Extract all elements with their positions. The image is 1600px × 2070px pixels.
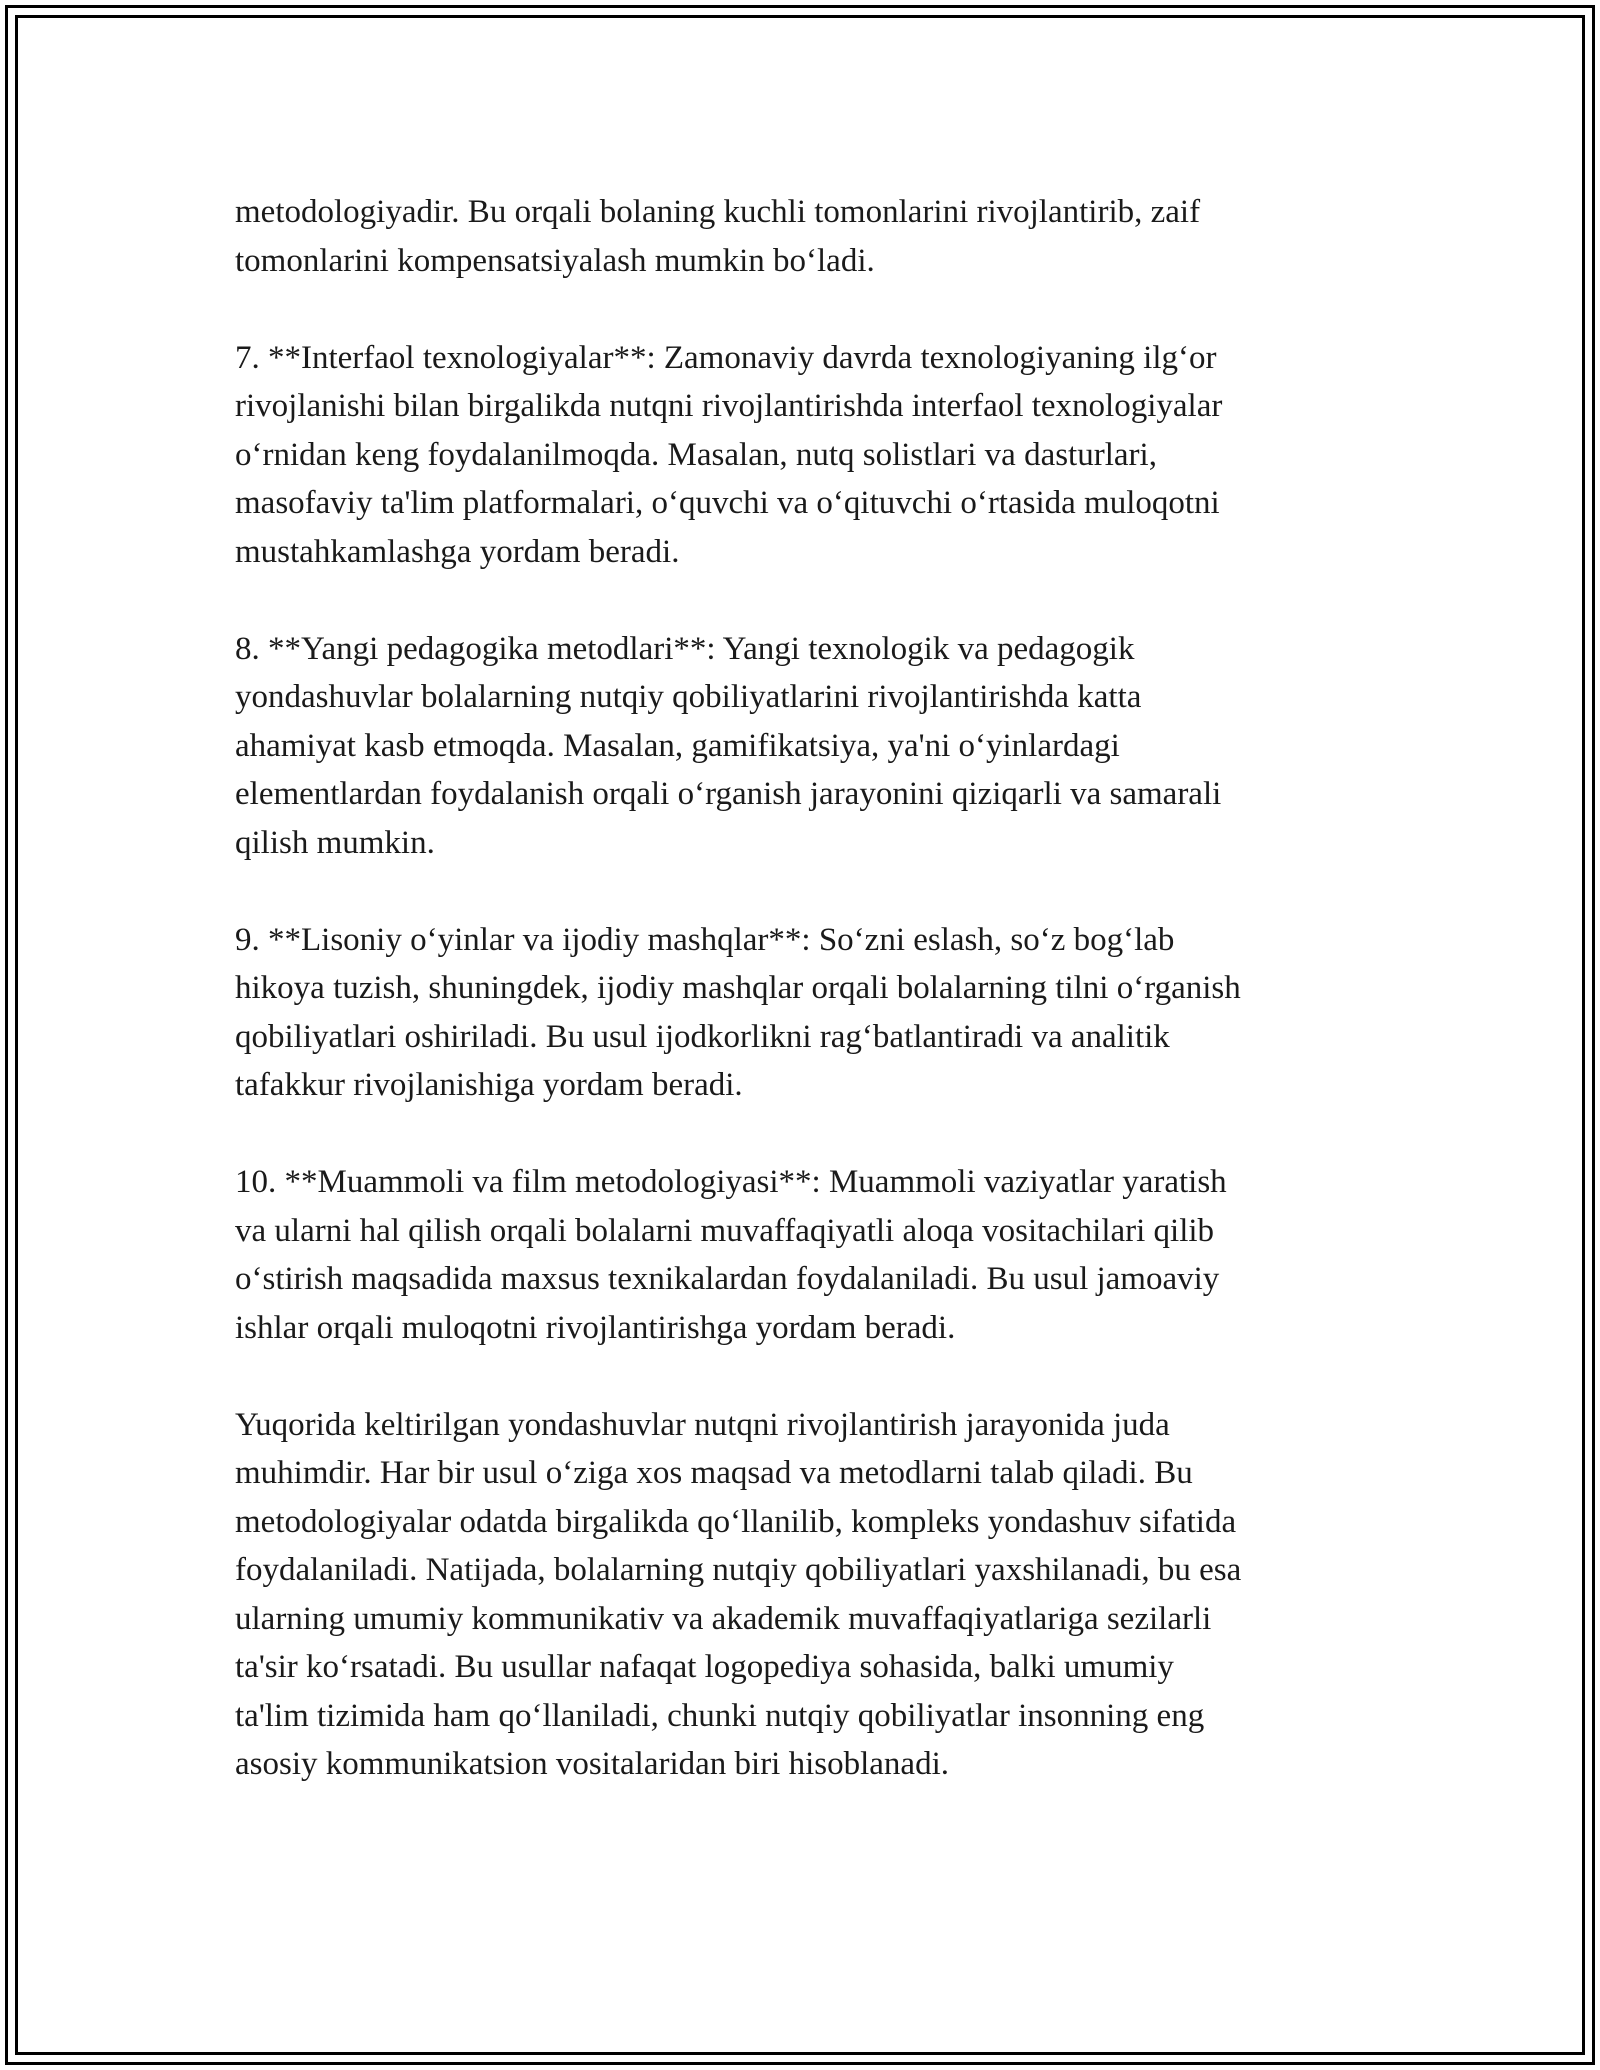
paragraph-item-7: 7. **Interfaol texnologiyalar**: Zamonaviy davrda texnologiyaning ilg‘or rivojlanishi bilan birgalikda nutqni rivojlantirishda interfaol texnologiyalar o‘rnidan keng foydalanilmoqda. Masalan, nutq solistlari va dasturlari, masofaviy ta'lim platformalari, o‘quvchi va o‘qituvchi o‘rtasida muloqotni mustahkamlashga yordam beradi.: [235, 339, 1223, 570]
paragraph-item-10: 10. **Muammoli va film metodologiyasi**: Muammoli vaziyatlar yaratish va ularni hal qilish orqali bolalarni muvaffaqiyatli aloqa vositachilari qilib o‘stirish maqsadida maxsus texnikalardan foydalaniladi. Bu usul jamoaviy ishlar orqali muloqotni rivojlantirishga yordam beradi.: [235, 1164, 1227, 1346]
paragraph-continuation: metodologiyadir. Bu orqali bolaning kuchli tomonlarini rivojlantirib, zaif tomonlarini kompensatsiyalash mumkin bo‘ladi.: [235, 194, 1201, 279]
paragraph-item-8: 8. **Yangi pedagogika metodlari**: Yangi texnologik va pedagogik yondashuvlar bolalarning nutqiy qobiliyatlarini rivojlantirishda katta ahamiyat kasb etmoqda. Masalan, gamifikatsiya, ya'ni o‘yinlardagi elementlardan foydalanish orqali o‘rganish jarayonini qiziqarli va samarali qilish mumkin.: [235, 630, 1222, 861]
document-body: [235, 188, 1375, 1837]
paragraph-item-9: 9. **Lisoniy o‘yinlar va ijodiy mashqlar**: So‘zni eslash, so‘z bog‘lab hikoya tuzish, shuningdek, ijodiy mashqlar orqali bolalarning tilni o‘rganish qobiliyatlari oshiriladi. Bu usul ijodkorlikni rag‘batlantiradi va analitik tafakkur rivojlanishiga yordam beradi.: [235, 921, 1241, 1103]
paragraph-conclusion: Yuqorida keltirilgan yondashuvlar nutqni rivojlantirish jarayonida juda muhimdir. Har bir usul o‘ziga xos maqsad va metodlarni talab qiladi. Bu metodologiyalar odatda birgalikda qo‘llanilib, kompleks yondashuv sifatida foydalaniladi. Natijada, bolalarning nutqiy qobiliyatlari yaxshilanadi, bu esa ularning umumiy kommunikativ va akademik muvaffaqiyatlariga sezilarli ta'sir ko‘rsatadi. Bu usullar nafaqat logopediya sohasida, balki umumiy ta'lim tizimida ham qo‘llaniladi, chunki nutqiy qobiliyatlar insonning eng asosiy kommunikatsion vositalaridan biri hisoblanadi.: [235, 1406, 1242, 1782]
